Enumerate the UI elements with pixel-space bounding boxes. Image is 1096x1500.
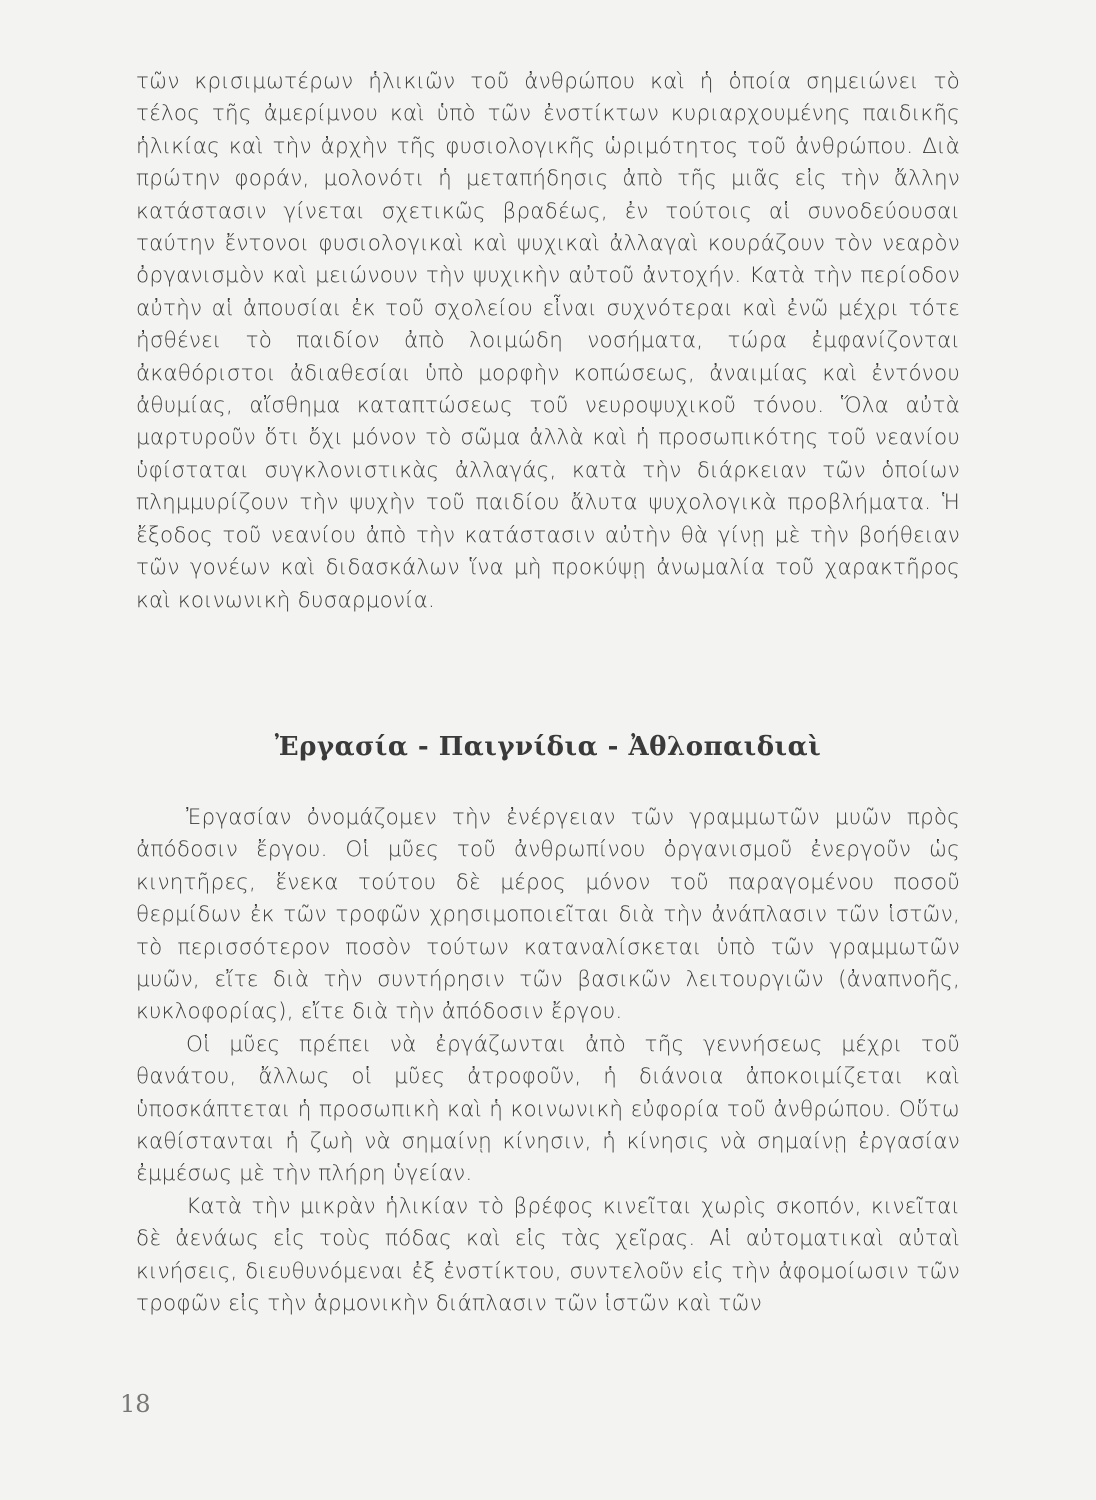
- paragraph-4: Κατὰ τὴν μικρὰν ἡλικίαν τὸ βρέφος κινεῖται χωρὶς σκοπόν, κινεῖται δὲ ἀενάως εἰς τοὺς πόδας καὶ εἰς τὰς χεῖρας. Αἱ αὐτοματικαὶ αὐταὶ κινήσεις, διευθυνόμεναι ἐξ ἐνστίκτου, συντελοῦν εἰς τὴν ἀφομοίωσιν τῶν τροφῶν εἰς τὴν ἁρμονικὴν διάπλασιν τῶν ἱστῶν καὶ τῶν: [136, 1193, 960, 1317]
- paragraph-3: Οἱ μῦες πρέπει νὰ ἐργάζωνται ἀπὸ τῆς γεννήσεως μέχρι τοῦ θανάτου, ἄλλως οἱ μῦες ἀτροφοῦν, ἡ διάνοια ἀποκοιμίζεται καὶ ὑποσκάπτεται ἡ προσωπικὴ καὶ ἡ κοινωνικὴ εὐφορία τοῦ ἀνθρώπου. Οὕτω καθίστανται ἡ ζωὴ νὰ σημαίνῃ κίνησιν, ἡ κίνησις νὰ σημαίνῃ ἐργασίαν ἐμμέσως μὲ τὴν πλήρη ὑγείαν.: [136, 1031, 960, 1187]
- paragraph-1: τῶν κρισιμωτέρων ἡλικιῶν τοῦ ἀνθρώπου καὶ ἡ ὁποία σημειώνει τὸ τέλος τῆς ἀμερίμνου καὶ ὑπὸ τῶν ἐνστίκτων κυριαρχουμένης παιδικῆς ἡλικίας καὶ τὴν ἀρχὴν τῆς φυσιολογικῆς ὡριμότητος τοῦ ἀνθρώπου. Διὰ πρώτην φοράν, μολονότι ἡ μεταπήδησις ἀπὸ τῆς μιᾶς εἰς τὴν ἄλλην κατάστασιν γίνεται σχετικῶς βραδέως, ἐν τούτοις αἱ συνοδεύουσαι ταύτην ἔντονοι φυσιολογικαὶ καὶ ψυχικαὶ ἀλλαγαὶ κουράζουν τὸν νεαρὸν ὀργανισμὸν καὶ μειώνουν τὴν ψυχικὴν αὐτοῦ ἀντοχήν. Κατὰ τὴν περίοδον αὐτὴν αἱ ἀπουσίαι ἐκ τοῦ σχολείου εἶναι συχνότεραι καὶ ἐνῶ μέχρι τότε ἠσθένει τὸ παιδίον ἀπὸ λοιμώδη νοσήματα, τώρα ἐμφανίζονται ἀκαθόριστοι ἀδιαθεσίαι ὑπὸ μορφὴν κοπώσεως, ἀναιμίας καὶ ἐντόνου ἀθυμίας, αἴσθημα καταπτώσεως τοῦ νευροψυχικοῦ τόνου. Ὅλα αὐτὰ μαρτυροῦν ὅτι ὄχι μόνον τὸ σῶμα ἀλλὰ καὶ ἡ προσωπικότης τοῦ νεανίου ὑφίσταται συγκλονιστικὰς ἀλλαγάς, κατὰ τὴν διάρκειαν τῶν ὁποίων πλημμυρίζουν τὴν ψυχὴν τοῦ παιδίου ἄλυτα ψυχολογικὰ προβλήματα. Ἡ ἔξοδος τοῦ νεανίου ἀπὸ τὴν κατάστασιν αὐτὴν θὰ γίνῃ μὲ τὴν βοήθειαν τῶν γονέων καὶ διδασκάλων ἵνα μὴ προκύψῃ ἀνωμαλία τοῦ χαρακτῆρος καὶ κοινωνικὴ δυσαρμονία.: [136, 69, 960, 613]
- page-number: 18: [120, 1390, 151, 1418]
- text-block-bottom: [136, 802, 960, 1321]
- text-block-top: [136, 66, 960, 617]
- paragraph-2: Ἐργασίαν ὀνομάζομεν τὴν ἐνέργειαν τῶν γραμμωτῶν μυῶν πρὸς ἀπόδοσιν ἔργου. Οἱ μῦες τοῦ ἀνθρωπίνου ὀργανισμοῦ ἐνεργοῦν ὡς κινητῆρες, ἕνεκα τούτου δὲ μέρος μόνον τοῦ παραγομένου ποσοῦ θερμίδων ἐκ τῶν τροφῶν χρησιμοποιεῖται διὰ τὴν ἀνάπλασιν τῶν ἱστῶν, τὸ περισσότερον ποσὸν τούτων καταναλίσκεται ὑπὸ τῶν γραμμωτῶν μυῶν, εἴτε διὰ τὴν συντήρησιν τῶν βασικῶν λειτουργιῶν (ἀναπνοῆς, κυκλοφορίας), εἴτε διὰ τὴν ἀπόδοσιν ἔργου.: [136, 805, 960, 1025]
- section-heading: Ἐργασία - Παιγνίδια - Ἀθλοπαιδιαὶ: [274, 732, 822, 762]
